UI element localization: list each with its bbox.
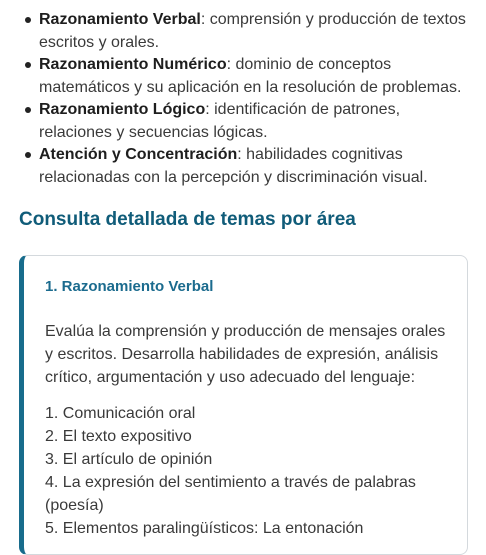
list-item-atencion: [23, 144, 473, 189]
topic-item: 5. Elementos paralingüísticos: La entonación: [45, 520, 364, 537]
list-item-logico: [23, 99, 473, 144]
bullet-icon: [25, 152, 31, 158]
area-name: Razonamiento Verbal: [39, 11, 201, 28]
areas-list: [23, 9, 473, 189]
bullet-icon: [25, 17, 31, 23]
topic-item: 1. Comunicación oral: [45, 405, 196, 422]
bullet-icon: [25, 62, 31, 68]
topic-item: 4. La expresión del sentimiento a través de palabras (poesía): [45, 474, 416, 514]
area-name: Atención y Concentración: [39, 146, 238, 163]
area-name: Razonamiento Numérico: [39, 56, 227, 73]
list-item-numerico: [23, 54, 473, 99]
topic-item: 3. El artículo de opinión: [45, 451, 213, 468]
topic-card-verbal: [19, 255, 468, 555]
area-description: : comprensión y producción de textos escritos y orales.: [39, 11, 466, 51]
section-title: Consulta detallada de temas por área: [19, 209, 356, 230]
card-description: Evalúa la comprensión y producción de mensajes orales y escritos. Desarrolla habilidades de expresión, análisis crítico, argumentación y uso adecuado del lenguaje:: [45, 323, 446, 386]
topic-item: 2. El texto expositivo: [45, 428, 192, 445]
area-description: : dominio de conceptos matemáticos y su aplicación en la resolución de problemas.: [39, 56, 462, 96]
list-item-verbal: [23, 9, 473, 54]
area-name: Razonamiento Lógico: [39, 101, 206, 118]
card-title: 1. Razonamiento Verbal: [45, 278, 214, 295]
area-description: : identificación de patrones, relaciones y secuencias lógicas.: [39, 101, 401, 141]
topics-list: [45, 402, 455, 540]
area-description: : habilidades cognitivas relacionadas con la percepción y discriminación visual.: [39, 146, 428, 186]
bullet-icon: [25, 107, 31, 113]
